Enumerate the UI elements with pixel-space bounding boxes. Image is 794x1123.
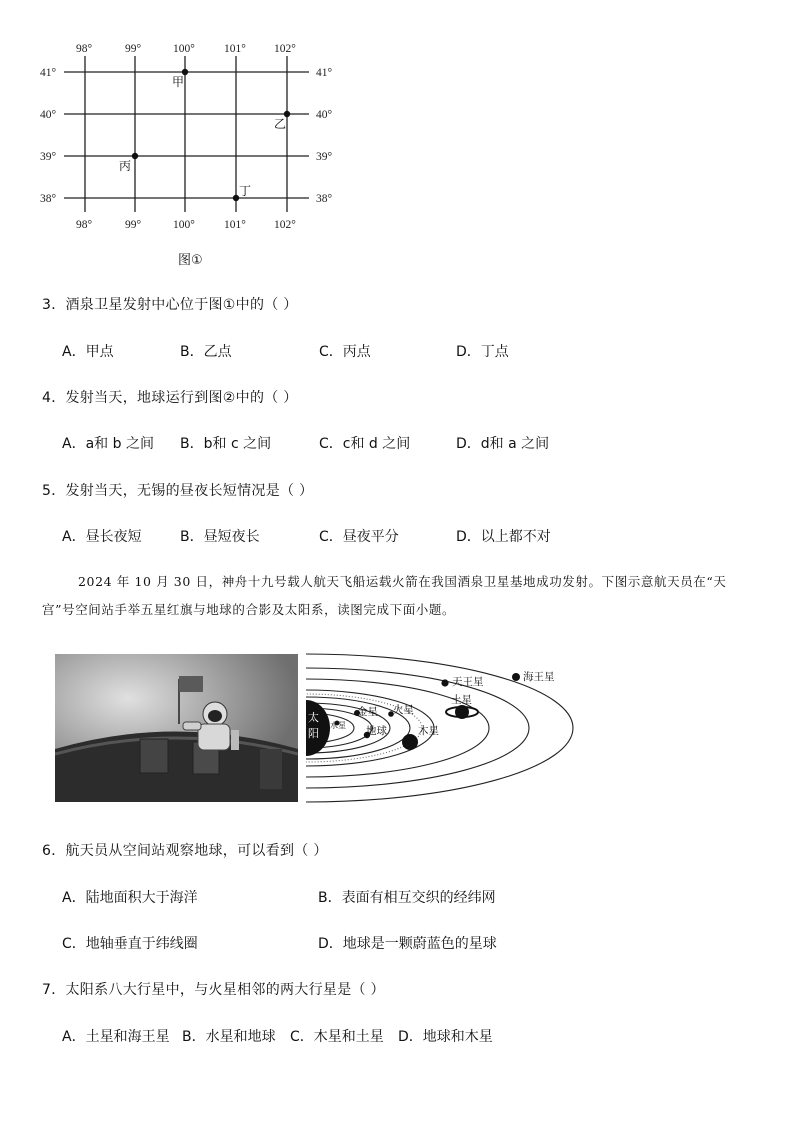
left-lat-label: 38° — [40, 193, 57, 205]
q4-option-c[interactable]: C．c和 d 之间 — [319, 436, 411, 452]
bottom-lon-label: 101° — [224, 219, 246, 231]
right-lat-label: 38° — [316, 193, 333, 205]
top-lon-label: 100° — [173, 43, 195, 55]
right-lat-label: 39° — [316, 151, 333, 163]
solar-system-diagram — [300, 650, 590, 805]
q4-option-d[interactable]: D．d和 a 之间 — [456, 436, 550, 452]
q3-option-d[interactable]: D．丁点 — [456, 344, 509, 360]
point-ding-label: 丁 — [239, 184, 252, 198]
sun-label-1: 太 — [308, 711, 319, 724]
label-saturn: 土星 — [451, 695, 472, 706]
q7-option-c[interactable]: C．木星和土星 — [290, 1029, 384, 1045]
point-bing — [132, 153, 138, 159]
right-lat-label: 40° — [316, 109, 333, 121]
lat-lon-grid-figure — [30, 30, 360, 280]
q3-option-b[interactable]: B．乙点 — [180, 344, 232, 360]
label-neptune: 海王星 — [523, 672, 555, 683]
astronaut-photo-illustration — [55, 654, 298, 802]
q6-option-c[interactable]: C．地轴垂直于纬线圈 — [62, 936, 198, 952]
bottom-lon-label: 102° — [274, 219, 296, 231]
q7-option-b[interactable]: B．水星和地球 — [182, 1029, 276, 1045]
sun-label-2: 阳 — [308, 727, 319, 740]
point-yi-label: 乙 — [274, 117, 287, 131]
label-mars: 火星 — [393, 705, 414, 716]
bottom-lon-label: 100° — [173, 219, 195, 231]
q3-option-c[interactable]: C．丙点 — [319, 344, 371, 360]
label-jupiter: 木星 — [418, 726, 439, 737]
label-venus: 金星 — [357, 707, 378, 718]
point-jia-label: 甲 — [172, 75, 185, 89]
question-7-stem: 7．太阳系八大行星中，与火星相邻的两大行星是（ ） — [42, 982, 385, 998]
question-4-stem: 4．发射当天，地球运行到图②中的（ ） — [42, 390, 298, 406]
q6-option-a[interactable]: A．陆地面积大于海洋 — [62, 890, 198, 906]
top-lon-label: 102° — [274, 43, 296, 55]
planet-neptune — [512, 673, 520, 681]
passage-line-1: 2024 年 10 月 30 日，神舟十九号载人航天飞船运载火箭在我国酒泉卫星基地成功发射。下图示意航天员在“天 — [78, 574, 727, 589]
q5-option-d[interactable]: D．以上都不对 — [456, 529, 551, 545]
bottom-lon-label: 99° — [125, 219, 142, 231]
passage-line-2: 宫”号空间站手举五星红旗与地球的合影及太阳系，读图完成下面小题。 — [42, 602, 456, 617]
question-6-stem: 6．航天员从空间站观察地球，可以看到（ ） — [42, 843, 328, 859]
top-lon-label: 98° — [76, 43, 93, 55]
top-lon-label: 99° — [125, 43, 142, 55]
bottom-lon-label: 98° — [76, 219, 93, 231]
q6-option-d[interactable]: D．地球是一颗蔚蓝色的星球 — [318, 936, 497, 952]
left-lat-label: 40° — [40, 109, 57, 121]
top-lon-label: 101° — [224, 43, 246, 55]
q4-option-a[interactable]: A．a和 b 之间 — [62, 436, 154, 452]
q7-option-a[interactable]: A．土星和海王星 — [62, 1029, 170, 1045]
planet-uranus — [441, 679, 448, 686]
right-lat-label: 41° — [316, 67, 333, 79]
q5-option-b[interactable]: B．昼短夜长 — [180, 529, 260, 545]
label-uranus: 天王星 — [452, 677, 484, 688]
point-bing-label: 丙 — [119, 159, 132, 173]
left-lat-label: 41° — [40, 67, 57, 79]
label-earth: 地球 — [366, 726, 387, 737]
q3-option-a[interactable]: A．甲点 — [62, 344, 114, 360]
q5-option-a[interactable]: A．昼长夜短 — [62, 529, 142, 545]
question-3-stem: 3．酒泉卫星发射中心位于图①中的（ ） — [42, 297, 298, 313]
q4-option-b[interactable]: B．b和 c 之间 — [180, 436, 272, 452]
label-mercury: 水星 — [330, 721, 346, 730]
planet-saturn — [446, 705, 478, 719]
planet-jupiter — [402, 734, 418, 750]
q7-option-d[interactable]: D．地球和木星 — [398, 1029, 493, 1045]
figure1-caption: 图① — [178, 253, 203, 268]
q5-option-c[interactable]: C．昼夜平分 — [319, 529, 399, 545]
q6-option-b[interactable]: B．表面有相互交织的经纬网 — [318, 890, 496, 906]
question-5-stem: 5．发射当天，无锡的昼夜长短情况是（ ） — [42, 483, 314, 499]
left-lat-label: 39° — [40, 151, 57, 163]
astronaut-photo — [55, 654, 298, 802]
